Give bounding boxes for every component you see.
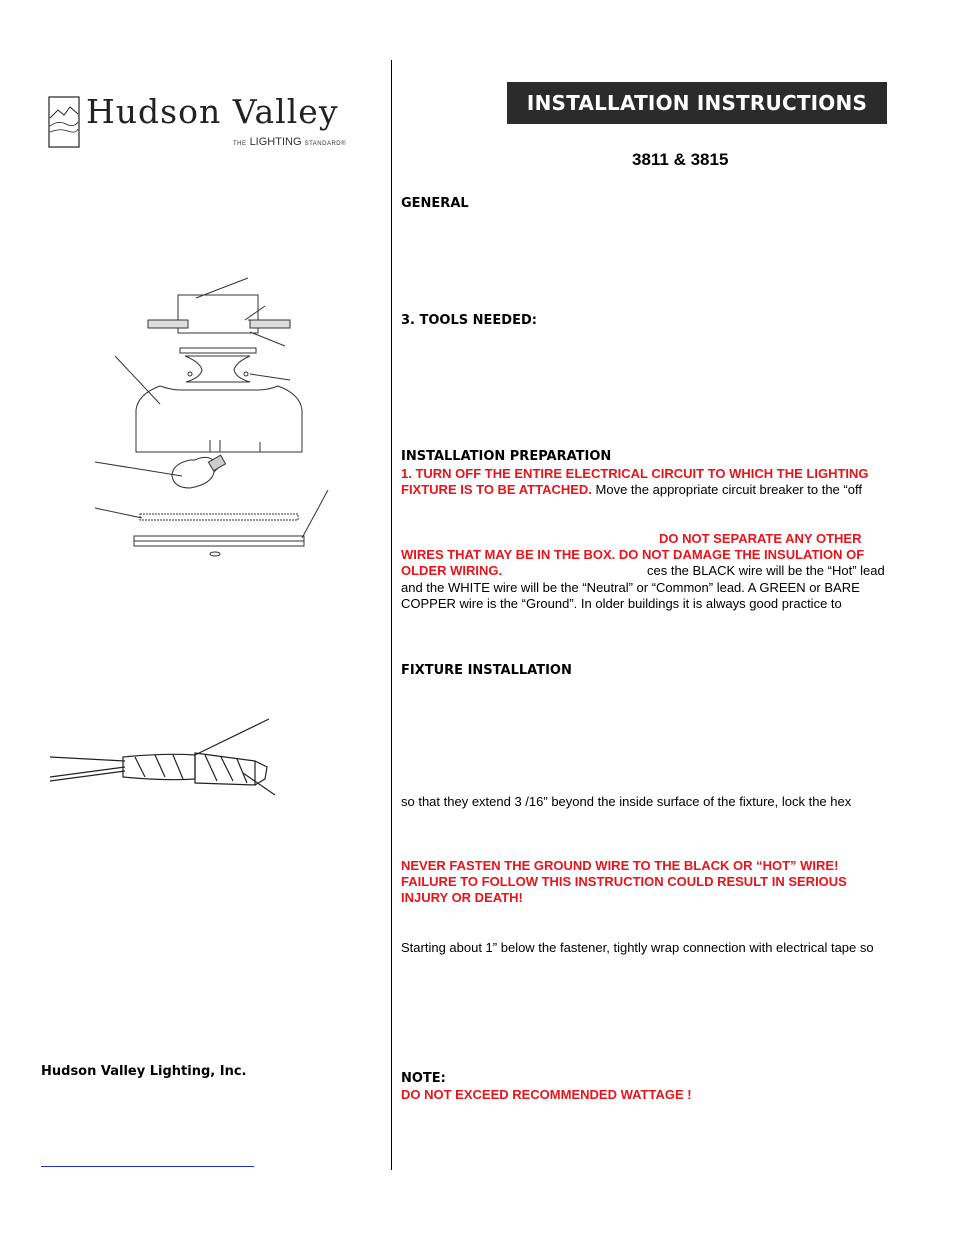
junction-box-shape bbox=[178, 295, 258, 333]
tagline-main: LIGHTING bbox=[249, 136, 302, 148]
section-note-heading: NOTE: bbox=[401, 1071, 446, 1086]
section-tools-heading: 3. TOOLS NEEDED: bbox=[401, 313, 537, 328]
company-name: Hudson Valley Lighting, Inc. bbox=[41, 1064, 247, 1079]
section-fixture-heading: FIXTURE INSTALLATION bbox=[401, 663, 572, 678]
tagline-suffix: STANDARD® bbox=[304, 141, 347, 147]
model-number: 3811 & 3815 bbox=[632, 150, 729, 169]
ground-warning-2: FAILURE TO FOLLOW THIS INSTRUCTION COULD RESULT IN SERIOUS bbox=[401, 874, 847, 889]
section-prep-heading: INSTALLATION PREPARATION bbox=[401, 449, 612, 464]
wattage-warning: DO NOT EXCEED RECOMMENDED WATTAGE ! bbox=[401, 1087, 692, 1102]
prep-text-7: COPPER wire is the “Ground”. In older buildings it is always good practice to bbox=[401, 596, 842, 611]
ground-warning-3: INJURY OR DEATH! bbox=[401, 890, 523, 905]
prep-text-5: ces the BLACK wire will be the “Hot” lead bbox=[647, 563, 885, 578]
prep-line-2 bbox=[401, 482, 862, 498]
prep-text-2: Move the appropriate circuit breaker to the “off bbox=[591, 482, 862, 497]
ground-warning-1: NEVER FASTEN THE GROUND WIRE TO THE BLACK OR “HOT” WIRE! bbox=[401, 858, 839, 873]
brand-logo bbox=[48, 92, 378, 152]
fixture-text-2: Starting about 1” below the fastener, tightly wrap connection with electrical tape so bbox=[401, 940, 874, 955]
wire-connector-diagram bbox=[45, 715, 280, 800]
mountain-logo-icon bbox=[48, 96, 80, 148]
page-title-banner: INSTALLATION INSTRUCTIONS bbox=[507, 82, 887, 124]
prep-warning-1: 1. TURN OFF THE ENTIRE ELECTRICAL CIRCUIT TO WHICH THE LIGHTING bbox=[401, 466, 869, 481]
prep-warning-3: DO NOT SEPARATE ANY OTHER bbox=[659, 531, 862, 546]
prep-text-6: and the WHITE wire will be the “Neutral” or “Common” lead. A GREEN or BARE bbox=[401, 580, 860, 595]
fixture-text-1: so that they extend 3 /16” beyond the inside surface of the fixture, lock the hex bbox=[401, 794, 852, 809]
brand-tagline bbox=[233, 136, 346, 148]
prep-warning-2: FIXTURE IS TO BE ATTACHED. bbox=[401, 482, 592, 497]
fixture-exploded-diagram bbox=[90, 270, 340, 570]
prep-warning-5: OLDER WIRING. bbox=[401, 563, 503, 578]
prep-warning-4: WIRES THAT MAY BE IN THE BOX. DO NOT DAMAGE THE INSULATION OF bbox=[401, 547, 865, 562]
tagline-prefix: THE bbox=[233, 141, 247, 147]
column-divider bbox=[391, 60, 392, 1170]
section-general-heading: GENERAL bbox=[401, 196, 469, 211]
brand-name: Hudson Valley bbox=[86, 92, 339, 131]
website-link-underline[interactable] bbox=[41, 1166, 254, 1167]
